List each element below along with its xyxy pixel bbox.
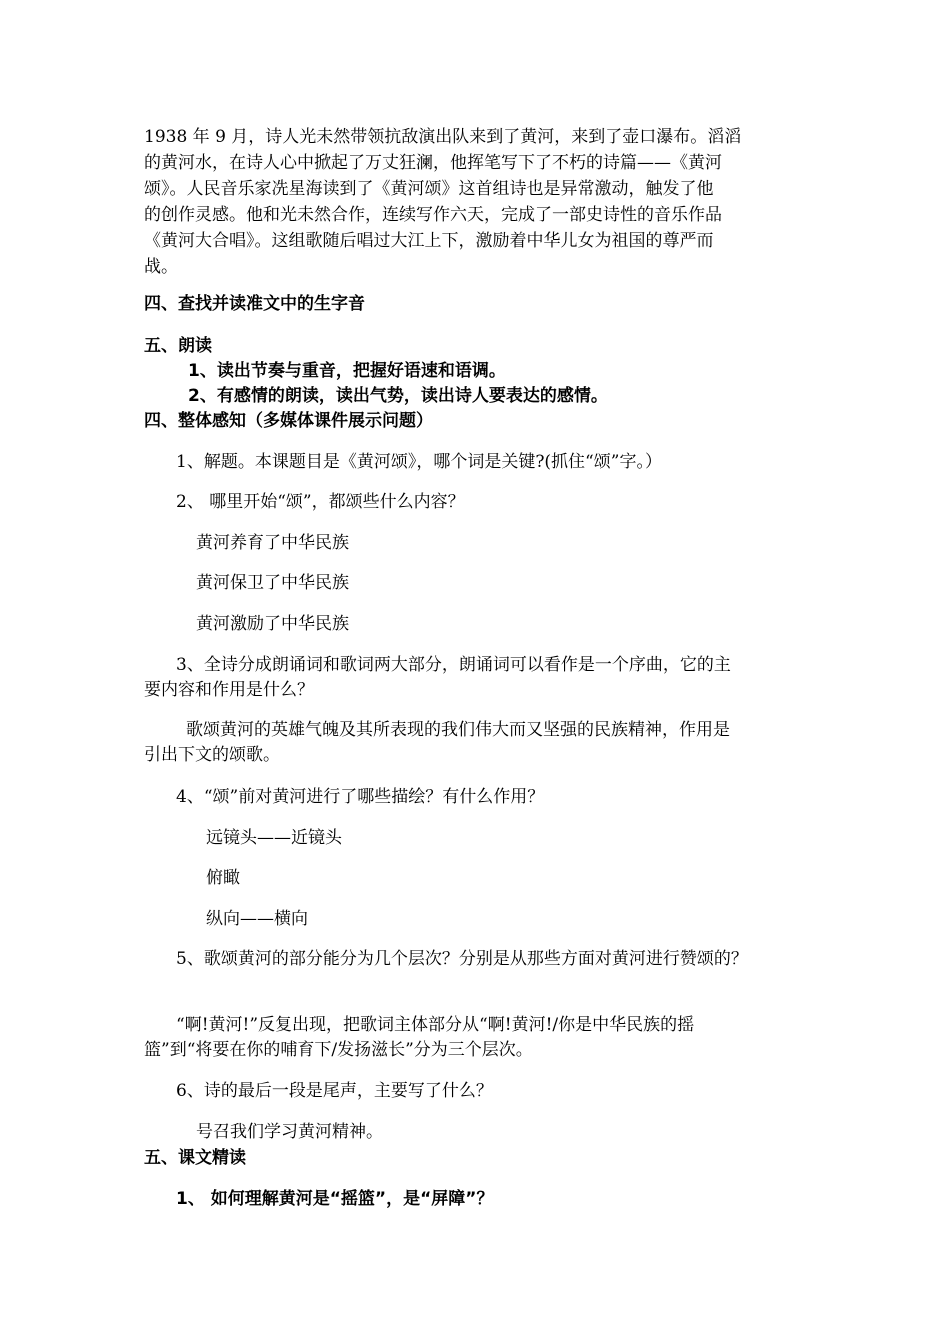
section-heading: 五、朗读 [144,336,212,356]
answer-line: 黄河养育了中华民族 [196,533,349,553]
answer-line: 纵向——横向 [206,909,308,929]
question: 要内容和作用是什么？ [144,680,314,700]
reading-item: 2、有感情的朗读，读出气势，读出诗人要表达的感情。 [188,386,608,406]
question: 3、全诗分成朗诵词和歌词两大部分，朗诵词可以看作是一个序曲，它的主 [176,655,731,675]
answer-line: 歌颂黄河的英雄气魄及其所表现的我们伟大而又坚强的民族精神，作用是 [186,720,730,740]
answer-line: 远镜头——近镜头 [206,828,342,848]
intro-line: 颂》。人民音乐家冼星海读到了《黄河颂》这首组诗也是异常激动，触发了他 [144,179,714,199]
section-heading: 五、课文精读 [144,1148,246,1168]
question: 6、诗的最后一段是尾声，主要写了什么？ [176,1081,493,1101]
question: 1、 如何理解黄河是“摇篮”，是“屏障”？ [176,1189,494,1209]
reading-item: 1、读出节奏与重音，把握好语速和语调。 [188,361,506,381]
section-heading: 四、整体感知（多媒体课件展示问题） [144,411,433,431]
answer-line: 引出下文的颂歌。 [144,745,280,765]
question: 5、歌颂黄河的部分能分为几个层次？分别是从那些方面对黄河进行赞颂的？ [176,949,748,969]
answer-line: 黄河保卫了中华民族 [196,573,349,593]
answer-line: 俯瞰 [206,868,240,888]
section-heading: 四、查找并读准文中的生字音 [144,294,365,314]
answer-line: 号召我们学习黄河精神。 [196,1122,383,1142]
answer-line: “啊!黄河!”反复出现，把歌词主体部分从“啊!黄河!/你是中华民族的摇 [176,1015,695,1035]
answer-line: 黄河激励了中华民族 [196,614,349,634]
question: 1、解题。本课题目是《黄河颂》，哪个词是关键?(抓住“颂”字。） [176,452,662,472]
intro-line: 战。 [144,257,178,277]
intro-line: 1938 年 9 月，诗人光未然带领抗敌演出队来到了黄河，来到了壶口瀑布。滔滔 [144,127,742,147]
question: 4、“颂”前对黄河进行了哪些描绘？有什么作用？ [176,787,545,807]
intro-line: 的黄河水，在诗人心中掀起了万丈狂澜，他挥笔写下了不朽的诗篇——《黄河 [144,153,722,173]
answer-line: 篮”到“将要在你的哺育下/发扬滋长”分为三个层次。 [144,1040,533,1060]
question: 2、 哪里开始“颂”，都颂些什么内容？ [176,492,465,512]
intro-line: 的创作灵感。他和光未然合作，连续写作六天，完成了一部史诗性的音乐作品 [144,205,722,225]
intro-line: 《黄河大合唱》。这组歌随后唱过大江上下，激励着中华儿女为祖国的尊严而 [144,231,714,251]
